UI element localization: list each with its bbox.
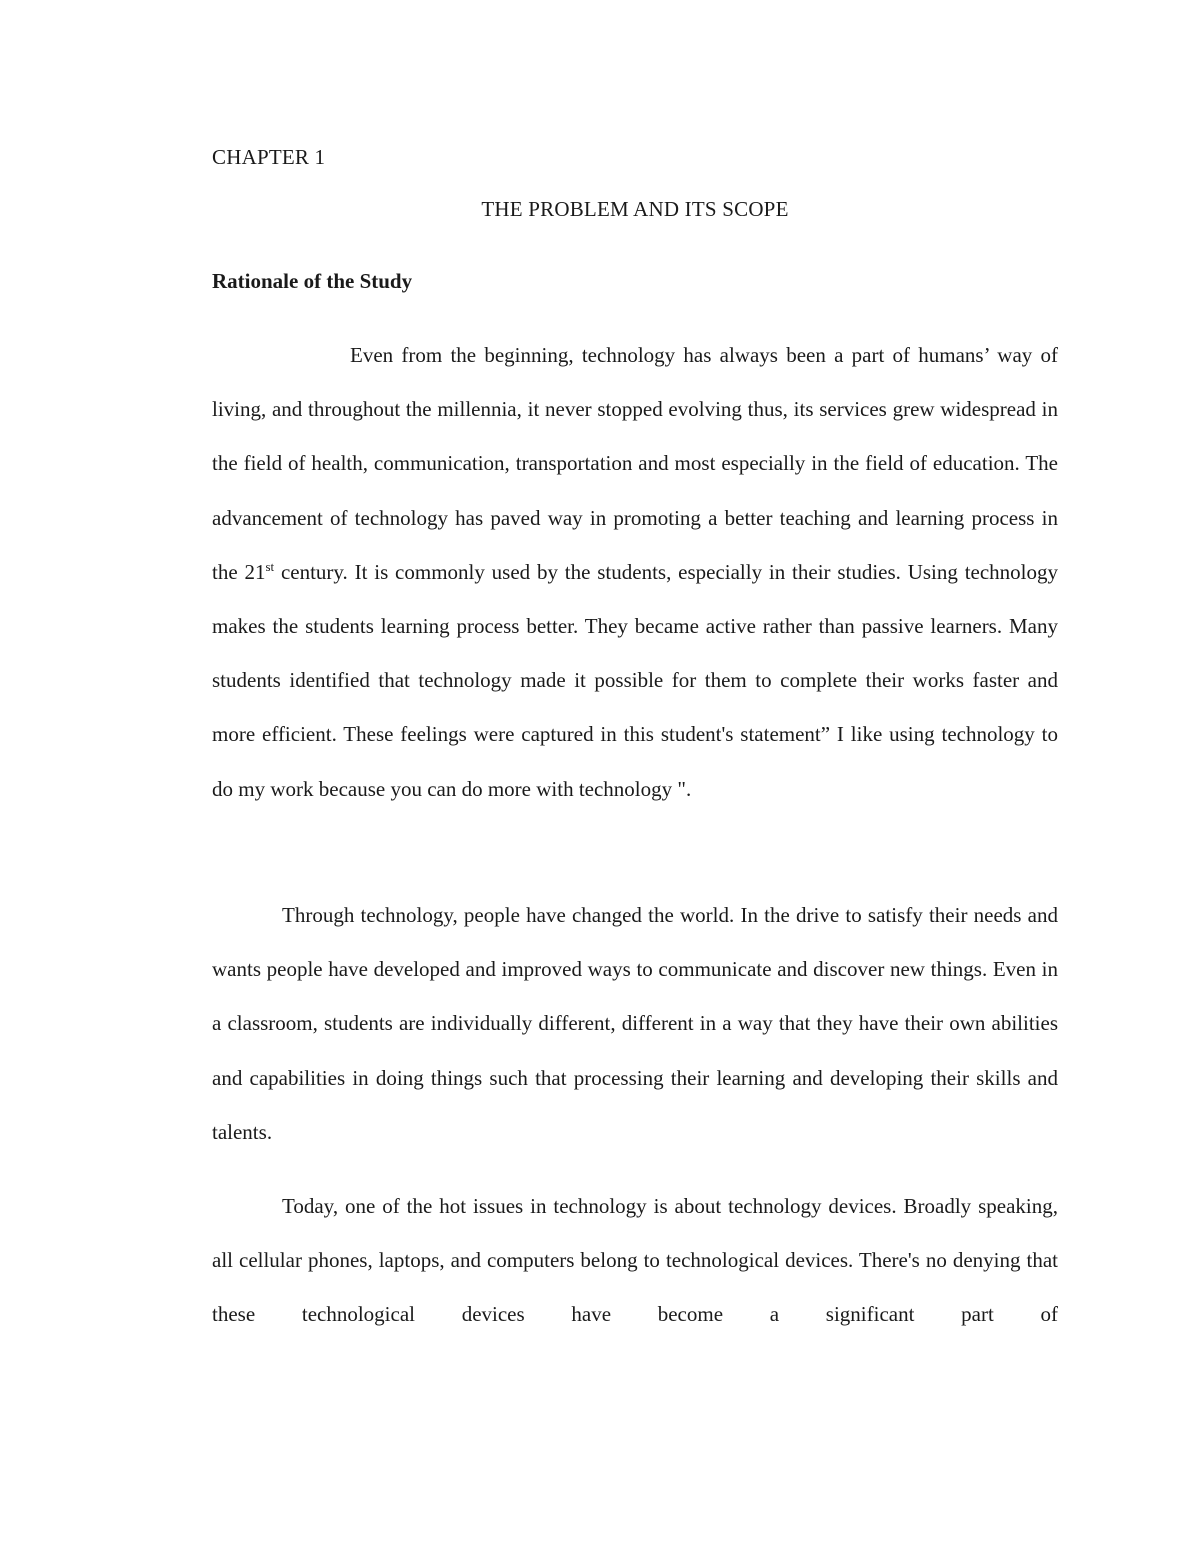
paragraph-rationale-1: [212, 328, 1058, 816]
paragraph-text: century. It is commonly used by the students, especially in their studies. Using technology makes the students learning process better. They became active rather than passive learners. Many students identified that technology made it possible for them to complete their works faster and more efficient. These feelings were captured in this student's statement” I like using technology to do my work because you can do more with technology ".: [212, 559, 1059, 801]
chapter-label: CHAPTER 1: [212, 145, 326, 169]
chapter-title: THE PROBLEM AND ITS SCOPE: [481, 197, 789, 221]
paragraph-rationale-2: Through technology, people have changed the world. In the drive to satisfy their needs and wants people have developed and improved ways to communicate and discover new things. Even in a classroom, students are individually different, different in a way that they have their own abilities and capabilities in doing things such that processing their learning and developing their skills and talents.: [212, 903, 1058, 1144]
paragraph-rationale-3: Today, one of the hot issues in technology is about technology devices. Broadly speaking, all cellular phones, laptops, and computers belong to technological devices. There's no denying that these technological devices have become a significant part of: [212, 1194, 1058, 1327]
section-heading: Rationale of the Study: [212, 269, 413, 293]
superscript-ordinal: st: [265, 558, 275, 574]
paragraph-text: Even from the beginning, technology has always been a part of humans’ way of living, and throughout the millennia, it never stopped evolving thus, its services grew widespread in the field of health, communication, transportation and most especially in the field of education. The advancement of technology has paved way in promoting a better teaching and learning process in the 21: [212, 343, 1058, 584]
